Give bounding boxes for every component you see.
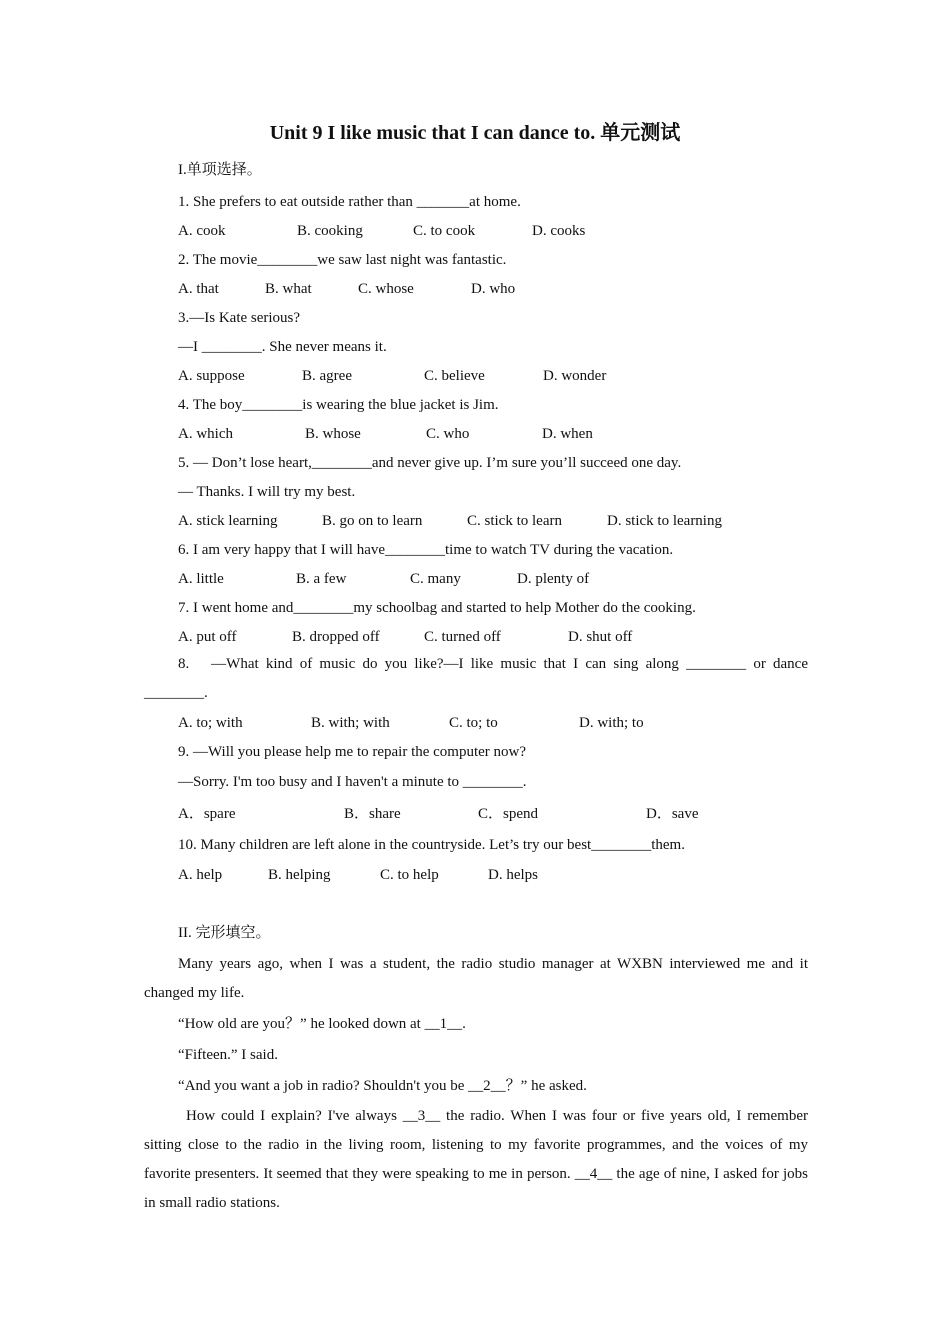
question-3-options xyxy=(178,366,818,386)
option-c: C. to; to xyxy=(449,715,498,731)
option-c: C. to help xyxy=(380,867,439,883)
question-3-stem: 3.—Is Kate serious? xyxy=(178,310,301,326)
option-c: C. believe xyxy=(424,368,485,384)
option-c: C. whose xyxy=(358,281,414,297)
page-title: Unit 9 I like music that I can dance to. 单元测试 xyxy=(269,122,681,144)
question-9-stem: 9. —Will you please help me to repair the computer now? xyxy=(178,744,527,760)
option-b: B. dropped off xyxy=(292,629,380,645)
option-d: D. with; to xyxy=(579,715,644,731)
option-d: D．save xyxy=(646,806,699,822)
question-4-options xyxy=(178,424,818,444)
option-d: D. who xyxy=(471,281,516,297)
option-d: D. helps xyxy=(488,867,538,883)
option-d: D. plenty of xyxy=(517,571,590,587)
option-d: D. when xyxy=(542,426,593,442)
option-a: A. stick learning xyxy=(178,513,278,529)
option-d: D. shut off xyxy=(568,629,633,645)
question-5-reply: — Thanks. I will try my best. xyxy=(178,484,356,500)
passage-paragraph: How could I explain? I've always __3__ the radio. When I was four or five years old, I remember sitting close to the radio in the living room, listening to my favorite programmes, and the voices of my favorite presenters. It seemed that they were speaking to me in person. __4__ the age of nine, I asked for jobs in small radio stations. xyxy=(144,1108,808,1211)
question-5-stem: 5. — Don’t lose heart,________and never give up. I’m sure you’ll succeed one day. xyxy=(178,455,682,471)
question-6-stem: 6. I am very happy that I will have________time to watch TV during the vacation. xyxy=(178,542,674,558)
option-b: B. cooking xyxy=(297,223,363,239)
question-2-options xyxy=(178,279,818,299)
option-c: C. to cook xyxy=(413,223,476,239)
question-3-reply: —I ________. She never means it. xyxy=(178,339,387,355)
passage-paragraph: “And you want a job in radio? Shouldn't you be __2__？” he asked. xyxy=(178,1078,587,1094)
option-a: A. to; with xyxy=(178,715,243,731)
option-d: D. cooks xyxy=(532,223,586,239)
option-a: A. little xyxy=(178,571,224,587)
option-b: B. whose xyxy=(305,426,361,442)
option-a: A. which xyxy=(178,426,233,442)
question-10-stem: 10. Many children are left alone in the countryside. Let’s try our best________them. xyxy=(178,837,685,853)
option-b: B. helping xyxy=(268,867,331,883)
passage-paragraph: “How old are you？” he looked down at __1__. xyxy=(178,1016,466,1032)
question-5-options xyxy=(178,511,818,531)
option-a: A. help xyxy=(178,867,223,883)
option-a: A. that xyxy=(178,281,219,297)
question-4-stem: 4. The boy________is wearing the blue jacket is Jim. xyxy=(178,397,499,413)
option-b: B. a few xyxy=(296,571,347,587)
passage-paragraph: “Fifteen.” I said. xyxy=(178,1047,278,1063)
option-b: B. agree xyxy=(302,368,352,384)
option-a: A. suppose xyxy=(178,368,245,384)
question-2-stem: 2. The movie________we saw last night was fantastic. xyxy=(178,252,507,268)
question-1-options xyxy=(178,221,818,241)
option-c: C. turned off xyxy=(424,629,501,645)
question-7-options xyxy=(178,627,818,647)
question-6-options xyxy=(178,569,818,589)
question-9-reply: —Sorry. I'm too busy and I haven't a minute to ________. xyxy=(178,774,527,790)
option-a: A．spare xyxy=(178,806,236,822)
question-1-stem: 1. She prefers to eat outside rather than _______at home. xyxy=(178,194,521,210)
option-c: C．spend xyxy=(478,806,539,822)
option-b: B. go on to learn xyxy=(322,513,423,529)
option-c: C. many xyxy=(410,571,461,587)
option-c: C. stick to learn xyxy=(467,513,562,529)
option-b: B．share xyxy=(344,806,401,822)
question-10-options xyxy=(178,865,818,885)
option-a: A. cook xyxy=(178,223,226,239)
option-d: D. stick to learning xyxy=(607,513,722,529)
question-8-options xyxy=(178,713,818,733)
option-c: C. who xyxy=(426,426,470,442)
passage-paragraph: Many years ago, when I was a student, the radio studio manager at WXBN interviewed me and it changed my life. xyxy=(144,956,808,1001)
option-b: B. with; with xyxy=(311,715,390,731)
question-8-stem: 8. —What kind of music do you like?—I like music that I can sing along ________ or dance ________. xyxy=(144,656,808,701)
section-1-heading: I.单项选择。 xyxy=(178,162,262,178)
option-d: D. wonder xyxy=(543,368,607,384)
option-b: B. what xyxy=(265,281,312,297)
option-a: A. put off xyxy=(178,629,237,645)
section-2-heading: II. 完形填空。 xyxy=(178,925,271,941)
question-9-options xyxy=(178,804,818,824)
question-7-stem: 7. I went home and________my schoolbag and started to help Mother do the cooking. xyxy=(178,600,696,616)
